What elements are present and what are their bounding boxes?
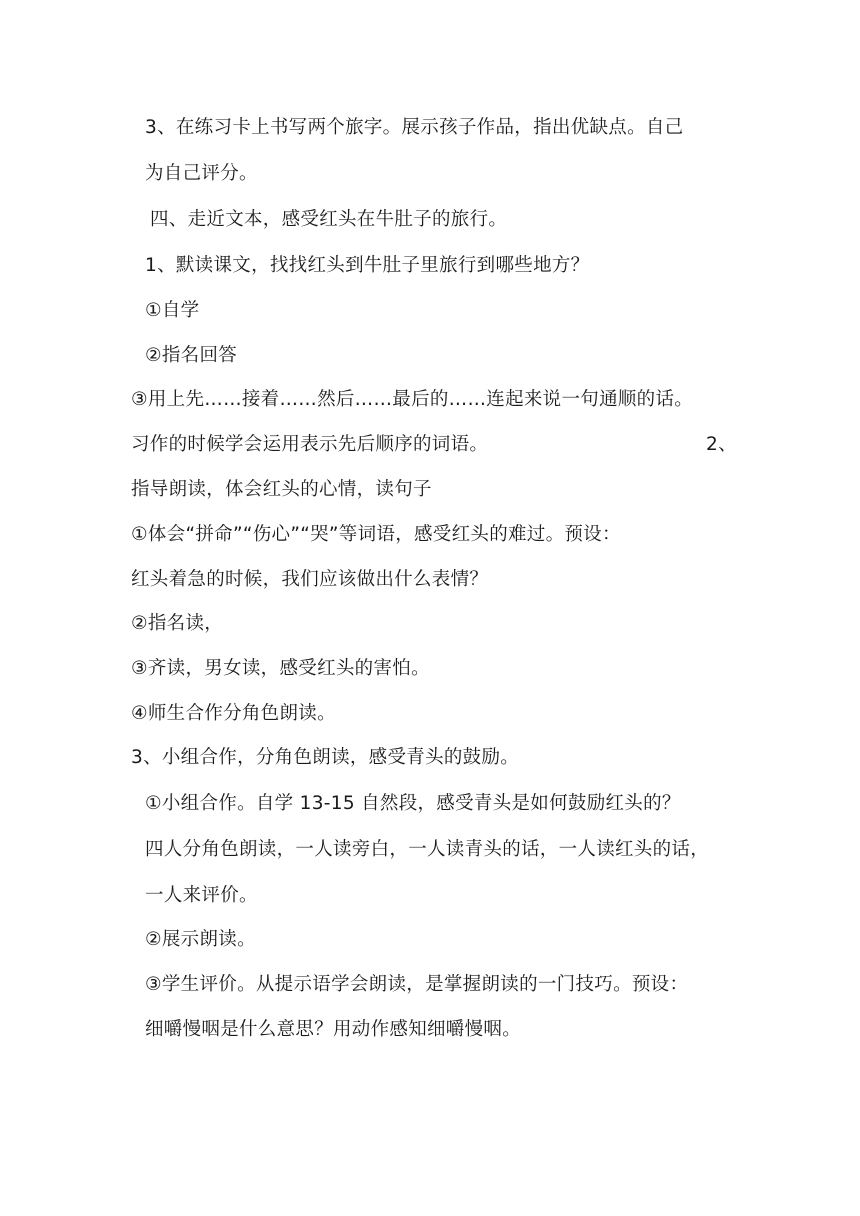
text-line: 一人来评价。 (145, 885, 258, 906)
list-item: ③学生评价。从提示语学会朗读，是掌握朗读的一门技巧。预设： (145, 974, 689, 995)
list-item: ①小组合作。自学 13-15 自然段，感受青头是如何鼓励红头的？ (145, 793, 681, 814)
text-line: 3、在练习卡上书写两个旅字。展示孩子作品，指出优缺点。自己 (145, 117, 684, 138)
list-item: ④师生合作分角色朗读。 (131, 703, 336, 724)
text-line: 1、默读课文，找找红头到牛肚子里旅行到哪些地方？ (145, 255, 590, 276)
text-line: 2、 (706, 434, 737, 455)
text-line: 指导朗读，体会红头的心情，读句子 (131, 479, 432, 500)
text-line: 细嚼慢咽是什么意思？用动作感知细嚼慢咽。 (145, 1019, 522, 1040)
list-item: ①自学 (145, 300, 200, 321)
section-heading: 四、走近文本，感受红头在牛肚子的旅行。 (150, 209, 508, 230)
list-item: ②指名读， (131, 613, 224, 634)
text-line: 习作的时候学会运用表示先后顺序的词语。 (131, 434, 489, 455)
list-item: ②展示朗读。 (145, 929, 256, 950)
text-line: 四人分角色朗读，一人读旁白，一人读青头的话，一人读红头的话， (145, 839, 710, 860)
text-line: 为自己评分。 (145, 163, 258, 184)
text-line: 红头着急的时候，我们应该做出什么表情？ (131, 569, 489, 590)
list-item: ①体会“拼命”“伤心”“哭”等词语，感受红头的难过。预设： (131, 524, 621, 545)
list-item: ③用上先……接着……然后……最后的……连起来说一句通顺的话。 (131, 389, 694, 410)
list-item: ②指名回答 (145, 345, 238, 366)
list-item: ③齐读，男女读，感受红头的害怕。 (131, 658, 430, 679)
text-line: 3、小组合作，分角色朗读，感受青头的鼓励。 (131, 747, 520, 768)
